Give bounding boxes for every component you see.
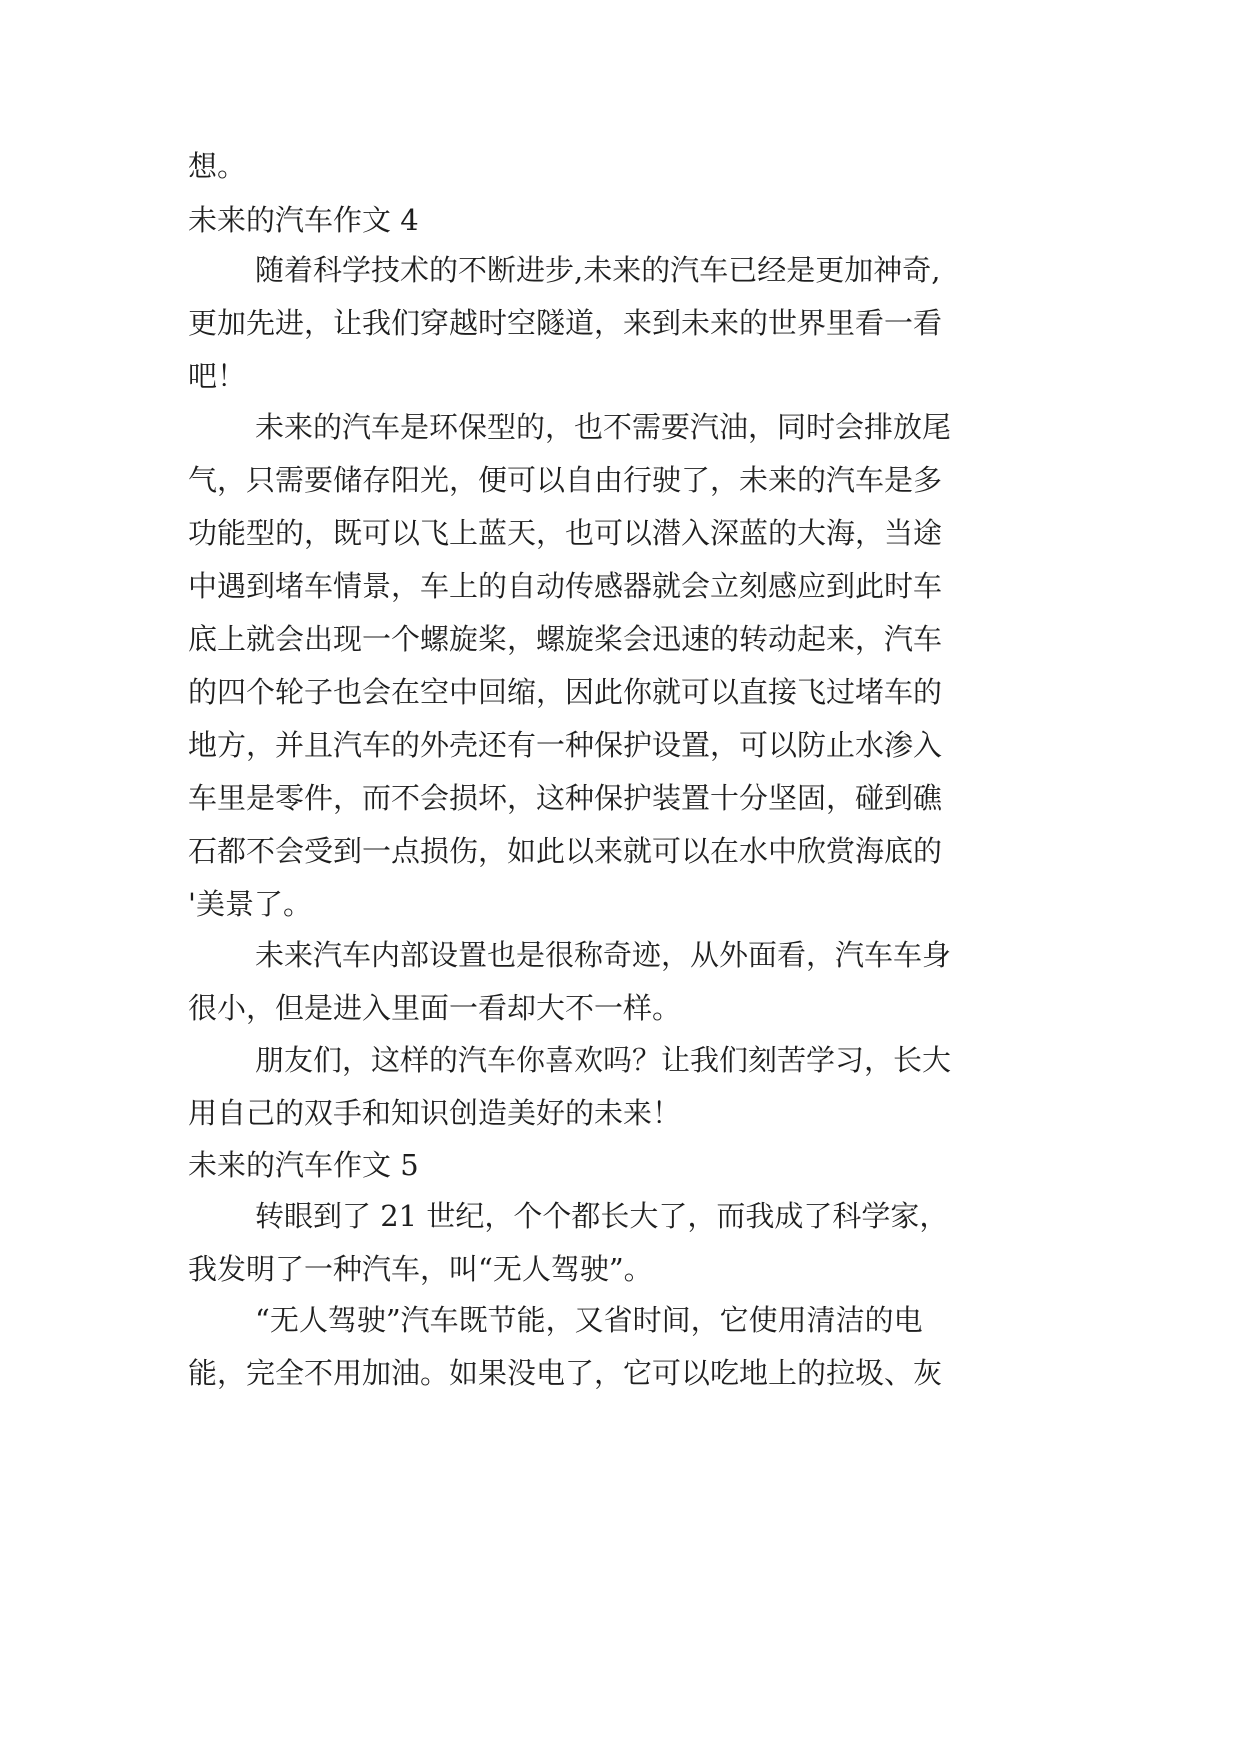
text-line: 底上就会出现一个螺旋桨，螺旋桨会迅速的转动起来，汽车 bbox=[188, 622, 943, 656]
text-line: '美景了。 bbox=[188, 887, 312, 921]
text-line: 更加先进，让我们穿越时空隧道，来到未来的世界里看一看 bbox=[188, 306, 943, 340]
text-line: 气，只需要储存阳光，便可以自由行驶了，未来的汽车是多 bbox=[188, 463, 943, 497]
text-line: 中遇到堵车情景，车上的自动传感器就会立刻感应到此时车 bbox=[188, 569, 943, 603]
text-line: 用自己的双手和知识创造美好的未来！ bbox=[188, 1096, 682, 1130]
text-line: 石都不会受到一点损伤，如此以来就可以在水中欣赏海底的 bbox=[188, 834, 943, 868]
paragraph-first-line: 朋友们，这样的汽车你喜欢吗？让我们刻苦学习，长大 bbox=[255, 1043, 952, 1077]
paragraph-first-line: 未来的汽车是环保型的，也不需要汽油，同时会排放尾 bbox=[255, 410, 952, 444]
section-heading: 未来的汽车作文 5 bbox=[188, 1148, 419, 1182]
text-line: 功能型的，既可以飞上蓝天，也可以潜入深蓝的大海，当途 bbox=[188, 516, 943, 550]
text-line: 车里是零件，而不会损坏，这种保护装置十分坚固，碰到礁 bbox=[188, 781, 943, 815]
text-line: 很小，但是进入里面一看却大不一样。 bbox=[188, 991, 682, 1025]
paragraph-first-line: 转眼到了 21 世纪，个个都长大了，而我成了科学家， bbox=[255, 1199, 949, 1233]
text-line: 能，完全不用加油。如果没电了，它可以吃地上的拉圾、灰 bbox=[188, 1356, 943, 1390]
text-line: 我发明了一种汽车，叫“无人驾驶”。 bbox=[188, 1252, 653, 1286]
text-line: 吧！ bbox=[188, 359, 247, 393]
section-heading: 未来的汽车作文 4 bbox=[188, 203, 419, 237]
paragraph-first-line: 未来汽车内部设置也是很称奇迹，从外面看，汽车车身 bbox=[255, 938, 952, 972]
text-line: 地方，并且汽车的外壳还有一种保护设置，可以防止水渗入 bbox=[188, 728, 943, 762]
text-line: 想。 bbox=[188, 149, 247, 183]
paragraph-first-line: “无人驾驶”汽车既节能，又省时间，它使用清洁的电 bbox=[255, 1303, 923, 1337]
text-line: 的四个轮子也会在空中回缩，因此你就可以直接飞过堵车的 bbox=[188, 675, 943, 709]
paragraph-first-line: 随着科学技术的不断进步,未来的汽车已经是更加神奇, bbox=[255, 253, 941, 287]
